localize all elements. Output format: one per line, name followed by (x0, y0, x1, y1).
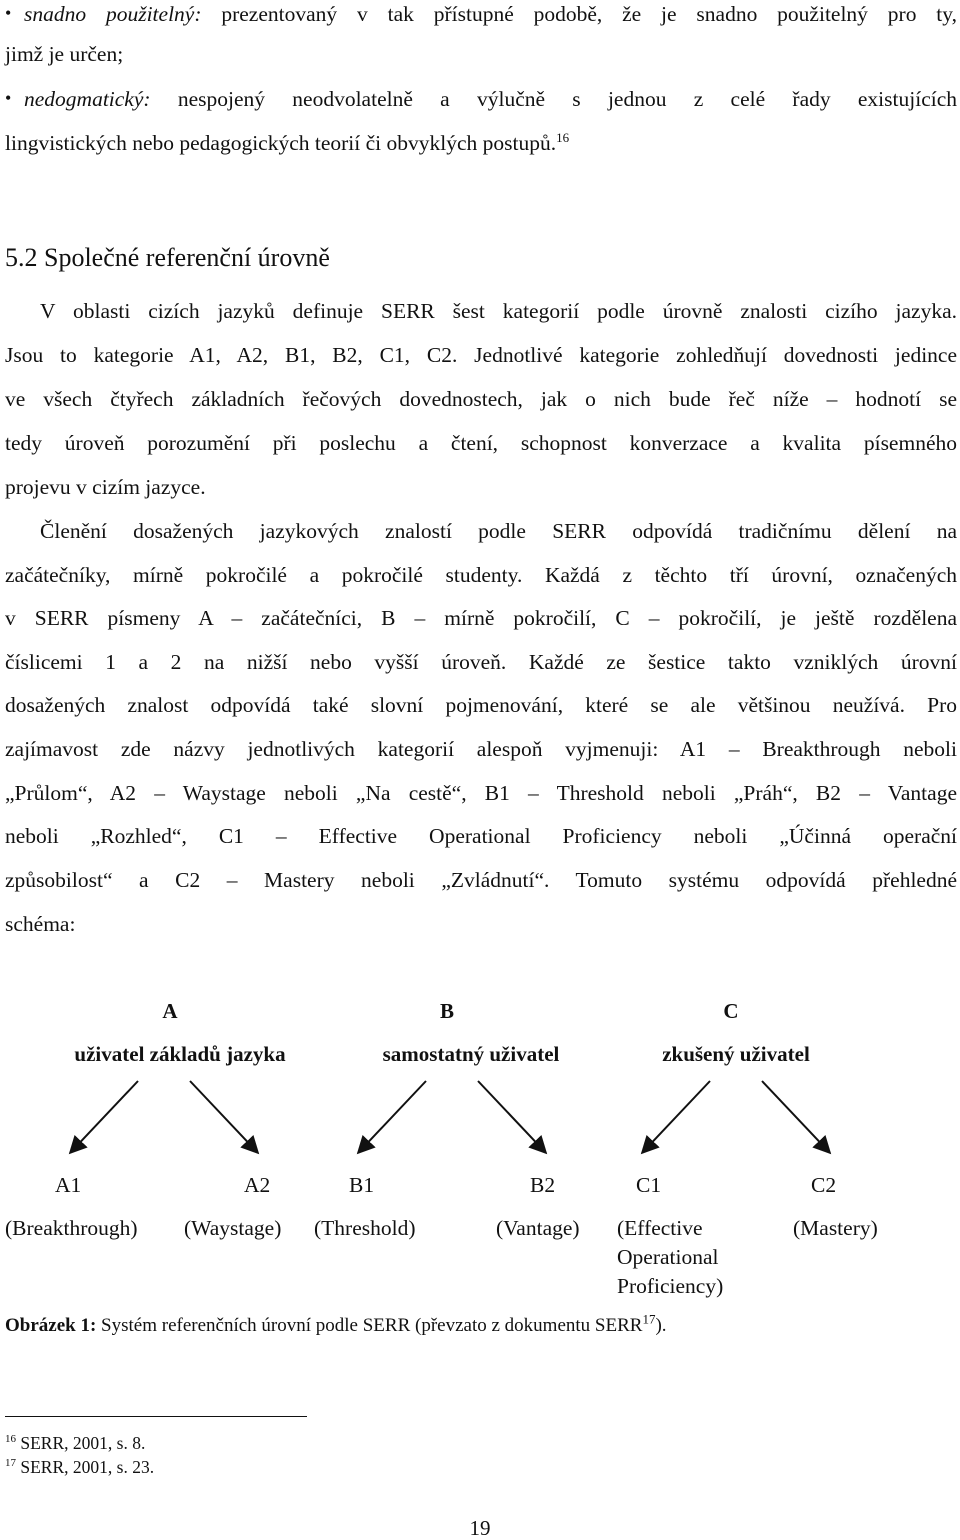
caption-label: Obrázek 1: (5, 1315, 97, 1336)
desc-c1: (Effective (617, 1216, 703, 1240)
group-letter-a: A (162, 999, 178, 1023)
figure-caption (5, 1313, 667, 1339)
paragraph-1-line: ve všech čtyřech základních řečových dovednostech, jak o nich bude řeč níže – hodnotí se (5, 387, 957, 411)
footnote-separator (5, 1416, 307, 1417)
footnote-text: SERR, 2001, s. 23. (20, 1457, 155, 1477)
paragraph-1-line: Jsou to kategorie A1, A2, B1, B2, C1, C2. Jednotlivé kategorie zohledňují dovednosti jedince (5, 343, 957, 367)
footnote-text: SERR, 2001, s. 8. (20, 1433, 146, 1453)
caption-text: Systém referenčních úrovní podle SERR (převzato z dokumentu SERR (101, 1315, 643, 1336)
bullet-1-text: prezentovaný v tak přístupné podobě, že je snadno použitelný pro ty, (221, 2, 957, 26)
level-b2: B2 (530, 1173, 556, 1197)
arrow-c-to-c1 (642, 1081, 710, 1153)
footnote-ref-16[interactable]: 16 (556, 129, 570, 145)
arrow-a-to-a2 (190, 1081, 258, 1153)
footnote-ref-17[interactable]: 17 (642, 1311, 656, 1327)
paragraph-2-line: „Průlom“, A2 – Waystage neboli „Na cestě“, B1 – Threshold neboli „Práh“, B2 – Vantage (5, 781, 957, 805)
desc-a1: (Breakthrough) (5, 1216, 138, 1240)
desc-c2: (Mastery) (793, 1216, 878, 1240)
arrow-b-to-b1 (358, 1081, 426, 1153)
bullet-1-line-2: jimž je určen; (5, 42, 124, 66)
group-letter-b: B (439, 999, 455, 1023)
arrow-c-to-c2 (762, 1081, 830, 1153)
bullet-marker: • (5, 3, 12, 23)
desc-b2: (Vantage) (496, 1216, 580, 1240)
arrow-b-to-b2 (478, 1081, 546, 1153)
group-label-c: zkušený uživatel (662, 1042, 810, 1066)
group-label-b: samostatný uživatel (382, 1042, 560, 1066)
paragraph-2-line: dosažených znalost odpovídá také slovní pojmenování, které se ale většinou neužívá. Pro (5, 693, 957, 717)
paragraph-1-line: V oblasti cizích jazyků definuje SERR šest kategorií podle úrovně znalosti cizího jazyka. (40, 299, 957, 323)
footnote-number: 16 (5, 1433, 16, 1446)
page-number: 19 (469, 1516, 491, 1540)
level-c1: C1 (636, 1173, 662, 1197)
paragraph-2-line: začátečníky, mírně pokročilé a pokročilé studenty. Každá z těchto tří úrovní, označených (5, 563, 957, 587)
level-a1: A1 (55, 1173, 82, 1197)
paragraph-2-line: v SERR písmeny A – začátečníci, B – mírně pokročilí, C – pokročilí, je ještě rozdělena (5, 606, 957, 630)
desc-c1-line-3: Proficiency) (617, 1274, 724, 1298)
paragraph-2-line: schéma: (5, 912, 76, 936)
bullet-2-text: nespojený neodvolatelně a výlučně s jednou z celé řady existujících (177, 87, 958, 111)
desc-c1-line-2: Operational (617, 1245, 719, 1269)
caption-end: ). (655, 1315, 667, 1336)
paragraph-1-line: tedy úroveň porozumění při poslechu a čtení, schopnost konverzace a kvalita písemného (5, 431, 957, 455)
bullet-marker: • (5, 88, 12, 108)
paragraph-2-line: zajímavost zde názvy jednotlivých kategorií alespoň vyjmenuji: A1 – Breakthrough neboli (5, 737, 957, 761)
paragraph-2-line: neboli „Rozhled“, C1 – Effective Operational Proficiency neboli „Účinná operační (5, 824, 957, 848)
paragraph-1-line: projevu v cizím jazyce. (5, 475, 206, 499)
group-label-a: uživatel základů jazyka (74, 1042, 286, 1066)
paragraph-2-line: způsobilost“ a C2 – Mastery neboli „Zvládnutí“. Tomuto systému odpovídá přehledné (5, 868, 957, 892)
group-letter-c: C (723, 999, 739, 1023)
footnote-number: 17 (5, 1457, 16, 1470)
bullet-2-term: nedogmatický: (24, 87, 151, 111)
desc-b1: (Threshold) (314, 1216, 416, 1240)
bullet-2-text-end: lingvistických nebo pedagogických teorií či obvyklých postupů. (5, 131, 557, 155)
arrow-a-to-a1 (70, 1081, 138, 1153)
paragraph-2-line: Členění dosažených jazykových znalostí podle SERR odpovídá tradičnímu dělení na (40, 519, 957, 543)
bullet-1-term: snadno použitelný: (24, 2, 202, 26)
desc-a2: (Waystage) (184, 1216, 282, 1240)
level-b1: B1 (349, 1173, 375, 1197)
level-c2: C2 (811, 1173, 837, 1197)
section-heading: 5.2 Společné referenční úrovně (5, 243, 330, 272)
paragraph-2-line: číslicemi 1 a 2 na nižší nebo vyšší úroveň. Každé ze šestice takto vzniklých úrovní (5, 650, 957, 674)
footnote-16 (5, 1432, 145, 1454)
footnote-17 (5, 1456, 154, 1478)
level-a2: A2 (244, 1173, 271, 1197)
